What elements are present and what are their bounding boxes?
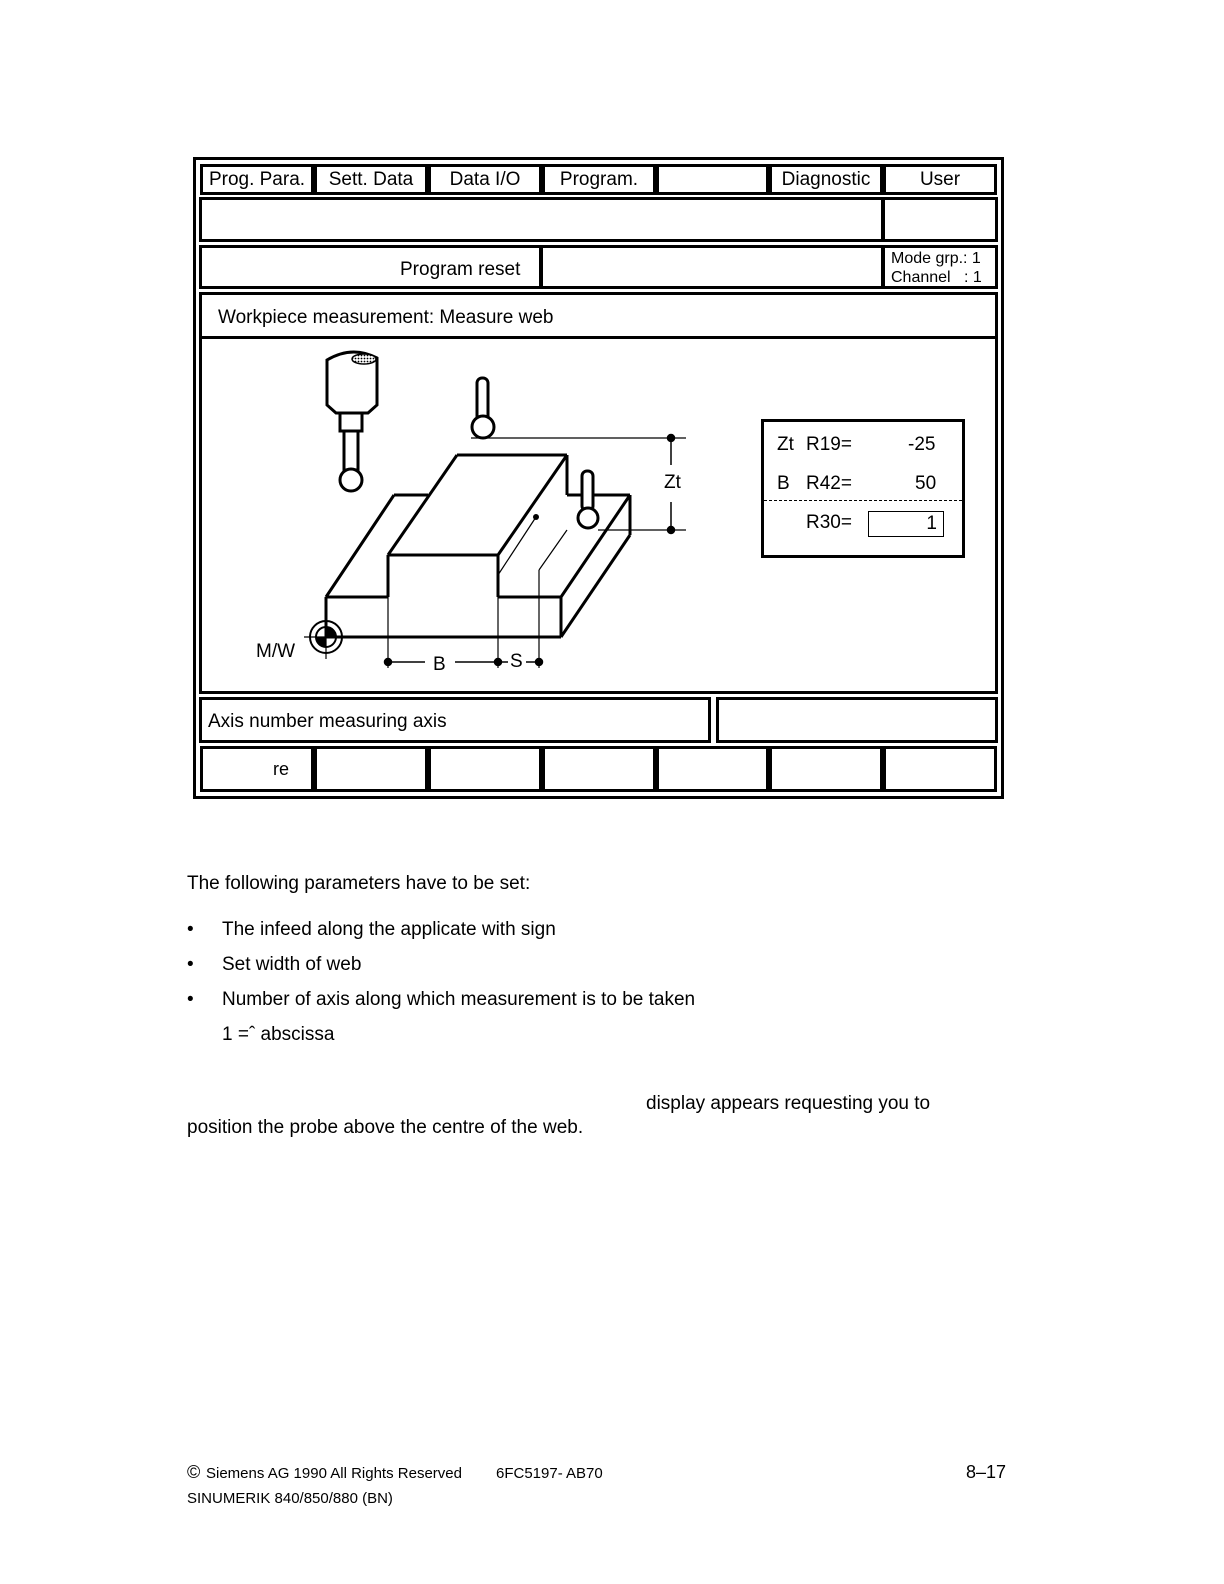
param-reg-r19: R19= xyxy=(806,434,852,455)
zt-label: Zt xyxy=(664,472,681,493)
softkey-4[interactable] xyxy=(542,746,656,792)
softkey-7[interactable] xyxy=(883,746,997,792)
program-state: Program reset xyxy=(400,259,521,280)
origin-symbol-icon xyxy=(304,615,348,659)
product-name: SINUMERIK 840/850/880 (BN) xyxy=(187,1490,393,1507)
param-value-r42[interactable]: 50 xyxy=(915,473,937,494)
param-axis-zt: Zt xyxy=(777,434,794,455)
web-centre-point xyxy=(533,514,539,520)
bullet-text-3: Number of axis along which measurement is to be taken xyxy=(222,989,696,1010)
parameter-box xyxy=(761,419,965,558)
param-value-r19[interactable]: -25 xyxy=(908,434,936,455)
workpiece-web xyxy=(388,455,567,597)
page-title: Workpiece measurement: Measure web xyxy=(218,307,554,328)
probe-top-icon xyxy=(472,378,494,438)
bullet-text-1: The infeed along the applicate with sign xyxy=(222,919,556,940)
r30-input[interactable]: 1 xyxy=(868,511,944,537)
construction-lines xyxy=(388,438,686,668)
param-divider xyxy=(764,500,962,501)
channel: Channel : 1 xyxy=(891,269,982,286)
tab-data-io[interactable]: Data I/O xyxy=(428,164,542,195)
softkey-2[interactable] xyxy=(314,746,428,792)
param-reg-r42: R42= xyxy=(806,473,852,494)
bullet-text-2: Set width of web xyxy=(222,954,362,975)
copyright-icon: © xyxy=(187,1462,201,1482)
intro-text: The following parameters have to be set: xyxy=(187,873,531,894)
tab-program[interactable]: Program. xyxy=(542,164,656,195)
b-label: B xyxy=(433,654,446,675)
tab-user[interactable]: User xyxy=(883,164,997,195)
probe-holder-icon xyxy=(327,352,377,491)
tab-sett-data[interactable]: Sett. Data xyxy=(314,164,428,195)
mw-label: M/W xyxy=(256,641,296,662)
softkey-3[interactable] xyxy=(428,746,542,792)
page-number: 8–17 xyxy=(966,1462,1007,1482)
copyright-text: Siemens AG 1990 All Rights Reserved xyxy=(206,1465,462,1482)
axis-note: 1 =ˆ abscissa xyxy=(222,1024,335,1045)
bullet-dot-3: • xyxy=(187,989,194,1010)
tab-prog-para[interactable]: Prog. Para. xyxy=(200,164,314,195)
s-label: S xyxy=(510,651,523,672)
softkey-1[interactable]: re xyxy=(200,746,314,792)
softkey-6[interactable] xyxy=(769,746,883,792)
bullet-dot-1: • xyxy=(187,919,194,940)
prompt-text: Axis number measuring axis xyxy=(208,711,447,732)
tab-diagnostic[interactable]: Diagnostic xyxy=(769,164,883,195)
param-axis-b: B xyxy=(777,473,790,494)
softkey-5[interactable] xyxy=(656,746,769,792)
prompt-aux-field xyxy=(716,697,998,743)
param-reg-r30: R30= xyxy=(806,512,852,533)
mode-group: Mode grp.: 1 xyxy=(891,250,981,267)
position-line: position the probe above the centre of the web. xyxy=(187,1117,584,1138)
display-line: display appears requesting you to xyxy=(646,1093,931,1114)
bullet-dot-2: • xyxy=(187,954,194,975)
prompt-field xyxy=(199,697,711,743)
order-number: 6FC5197- AB70 xyxy=(496,1465,603,1482)
probe-side-icon xyxy=(578,471,598,528)
